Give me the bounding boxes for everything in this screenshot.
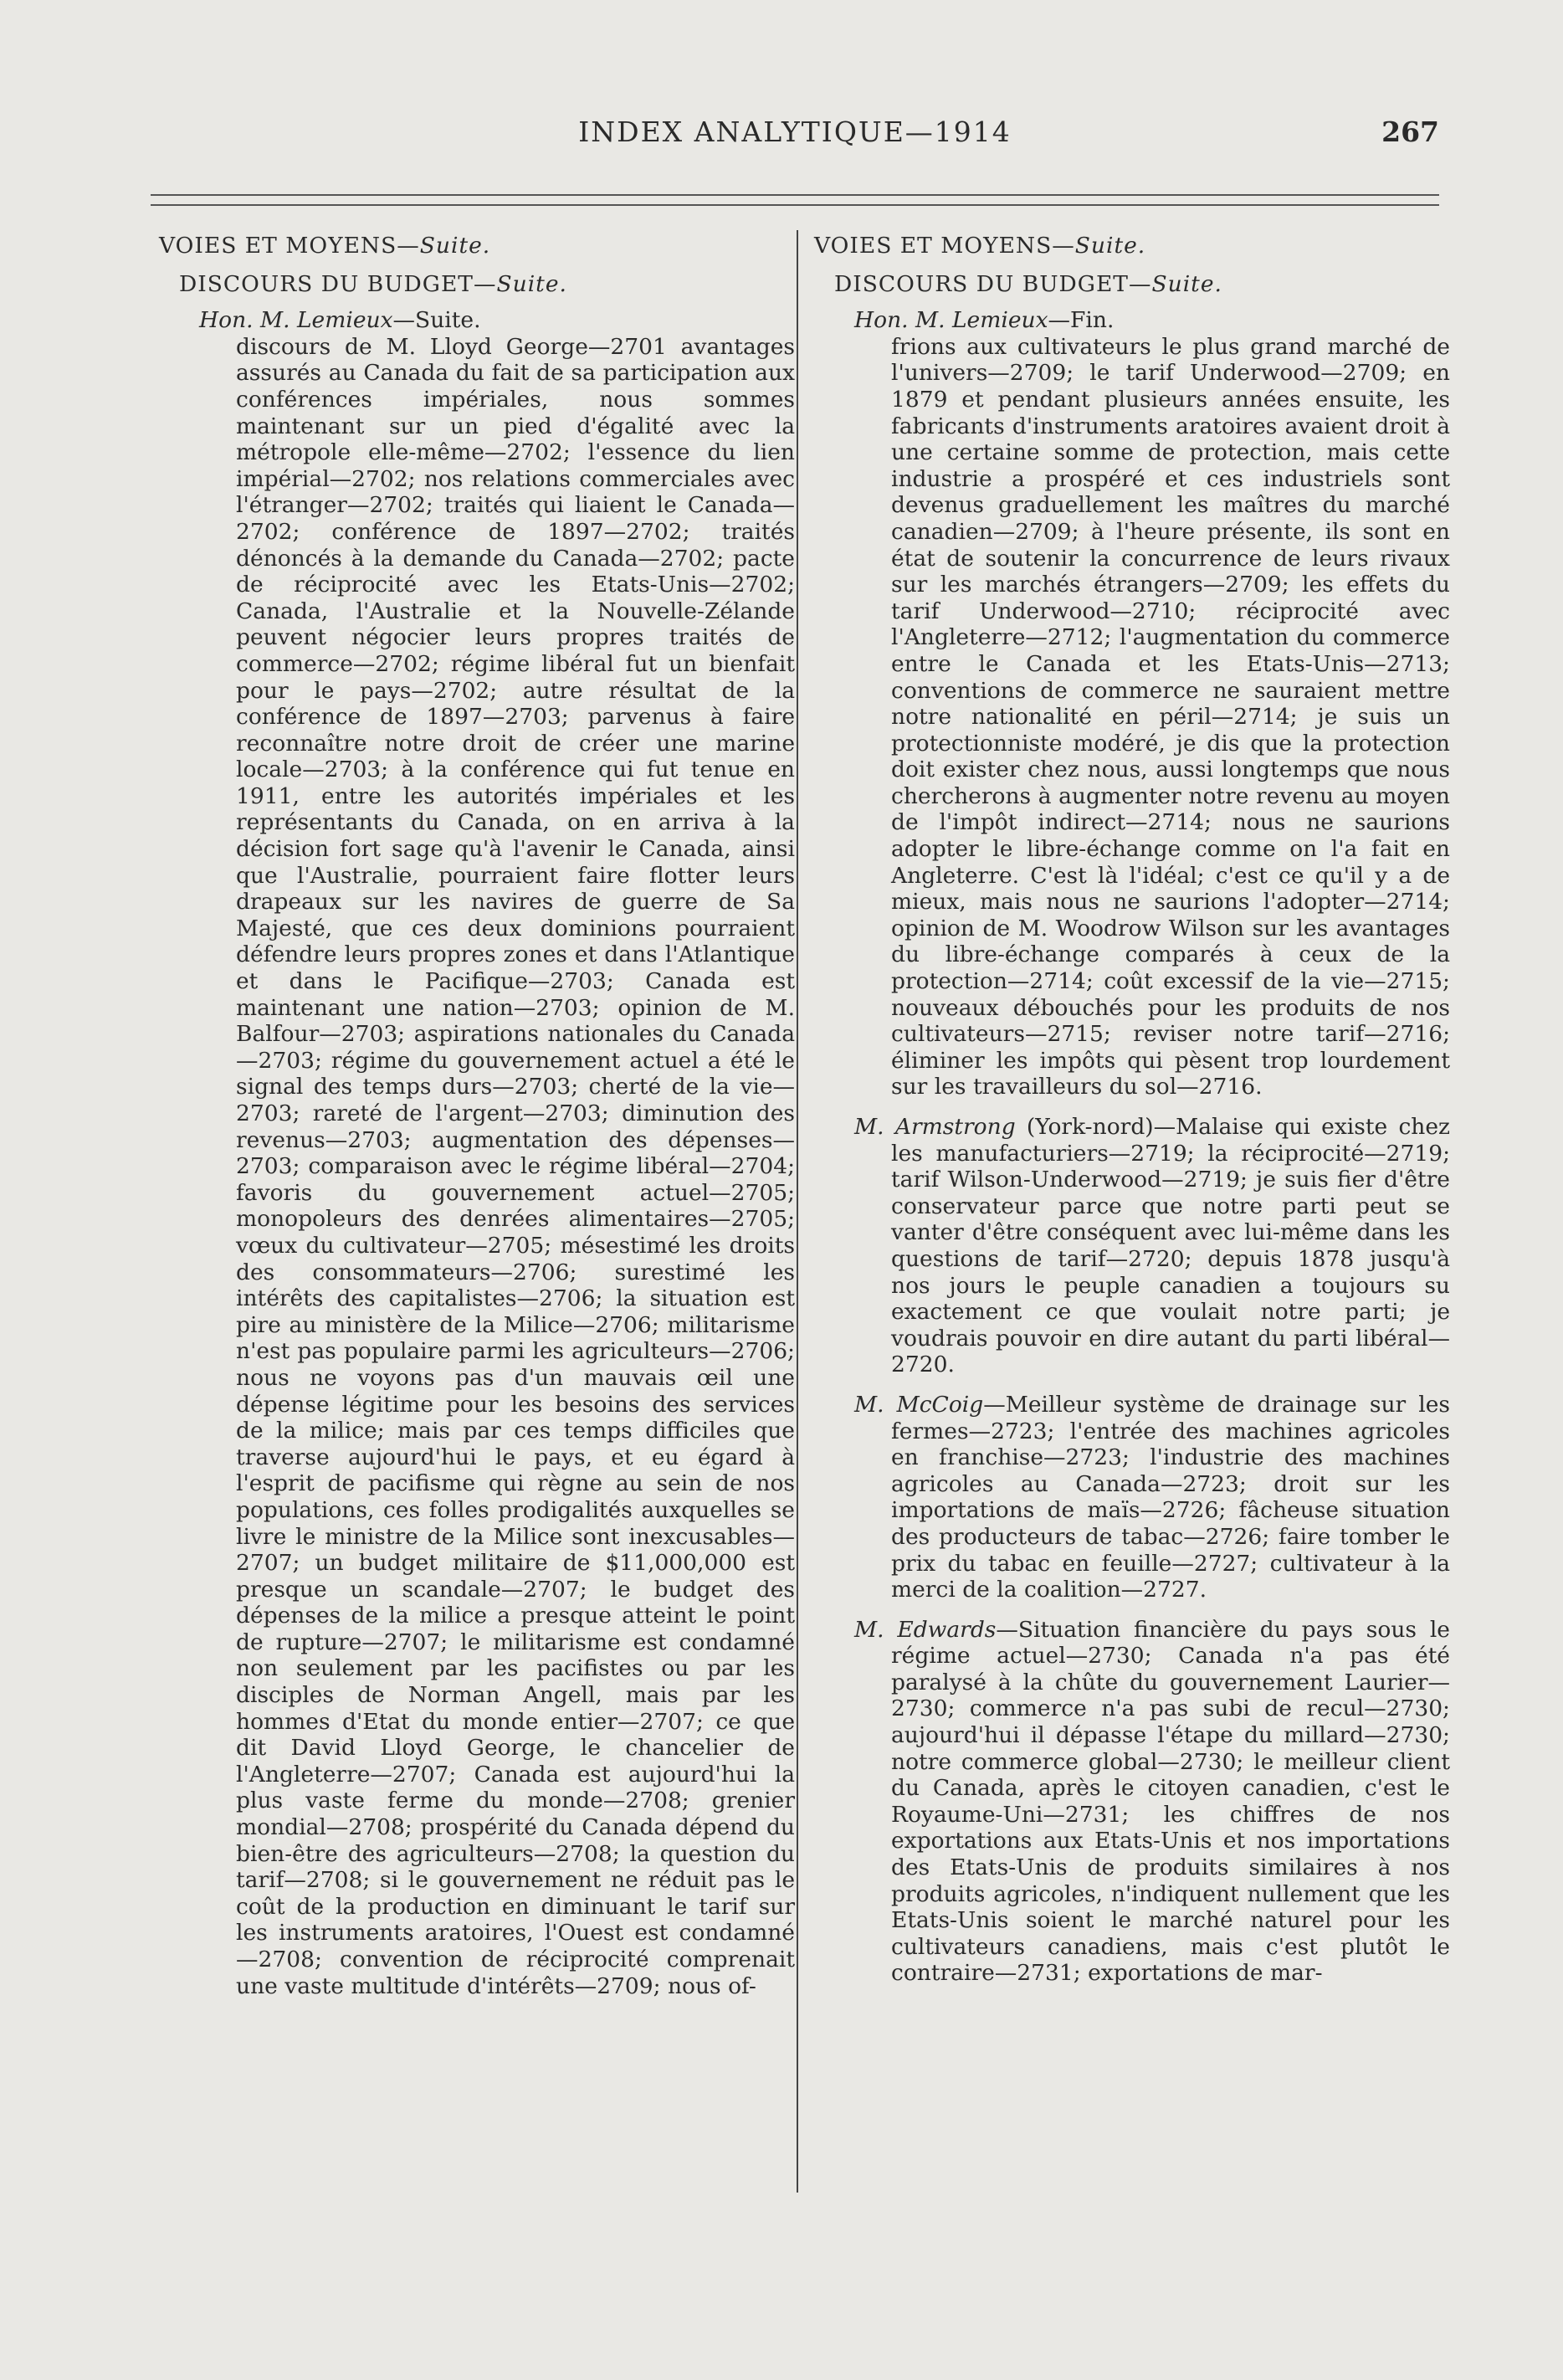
speaker-heading [199,307,795,334]
speaker-name: Hon. M. Lemieux [199,307,393,334]
subsection-heading [179,271,795,298]
subsection-title: DISCOURS DU BUDGET— [834,270,1152,297]
speaker-name: Hon. M. Lemieux [854,307,1048,334]
speaker-riding: (York-nord) [1015,1114,1154,1140]
speaker-entry-armstrong [814,1114,1450,1378]
index-entry [854,1616,1450,1987]
header-rule-bottom [151,204,1439,206]
index-entry [854,1391,1450,1603]
subsection-suite: Suite. [496,270,567,297]
right-column [814,233,1450,2000]
section-title: VOIES ET MOYENS— [814,233,1075,259]
index-entry-text: frions aux cultivateurs le plus grand marché de l'univers—2709; le tarif Underwood—2709; en 1879 et pendant plusieurs années ensuite, les fabricants d'instruments aratoires avaient droit à une certaine somme de protection, mais cette industrie a prospéré et ces industriels sont devenus graduellement les maîtres du marché canadien—2709; à l'heure présente, ils sont en état de soutenir la concurrence de leurs rivaux sur les marchés étrangers—2709; les effets du tarif Underwood—2710; réciprocité avec l'Angleterre—2712; l'augmentation du commerce entre le Canada et les Etats-Unis—2713; conventions de commerce ne sauraient mettre notre nationalité en péril—2714; je suis un protectionniste modéré, je dis que la protection doit exister chez nous, aussi longtemps que nous chercherons à augmenter notre revenu au moyen de l'impôt indirect—2714; nous ne saurions adopter le libre-échange comme on l'a fait en Angleterre. C'est là l'idéal; c'est ce qu'il y a de mieux, mais nous ne saurions l'adopter—2714; opinion de M. Woodrow Wilson sur les avantages du libre-échange comparés à ceux de la protection—2714; coût excessif de la vie—2715; nouveaux débouchés pour les produits de nos cultivateurs—2715; reviser notre tarif—2716; éliminer les impôts qui pèsent trop lourdement sur les travailleurs du sol—2716. [891,333,1450,1100]
page-title: INDEX ANALYTIQUE—1914 [578,115,1012,148]
column-divider [797,230,798,2193]
header-rule-top [151,194,1439,196]
speaker-name: M. Edwards [854,1616,997,1643]
subsection-title: DISCOURS DU BUDGET— [179,270,497,297]
subsection-suite: Suite. [1151,270,1222,297]
speaker-block [159,307,795,1999]
speaker-entry-edwards [814,1617,1450,1987]
index-entry-text: —Situation financière du pays sous le régime actuel—2730; Canada n'a pas été paralysé à la chûte du gouvernement Laurier—2730; commerce n'a pas subi de recul—2730; aujourd'hui il dépasse l'étape du millard—2730; notre commerce global—2730; le meilleur client du Canada, après le citoyen canadien, c'est le Royaume-Uni—2731; les chiffres de nos exportations aux Etats-Unis et nos importations des Etats-Unis de produits similaires à nos produits agricoles, n'indiquent nullement que les Etats-Unis soient le marché naturel pour les cultivateurs canadiens, mais c'est plutôt le contraire—2731; exportations de mar- [891,1616,1450,1987]
speaker-suffix: —Fin. [1048,307,1115,334]
speaker-name: M. Armstrong [854,1114,1016,1140]
page-number: 267 [1381,115,1439,148]
section-title: VOIES ET MOYENS— [159,233,420,259]
running-head [151,115,1439,157]
speaker-entry-mccoig [814,1392,1450,1603]
section-heading [159,233,795,259]
section-heading [814,233,1450,259]
left-column [159,233,795,2013]
index-entry-text: discours de M. Lloyd George—2701 avantages assurés au Canada du fait de sa participation aux conférences impériales, nous sommes maintenant sur un pied d'égalité avec la métropole elle-même—2702; l'essence du lien impérial—2702; nos relations commerciales avec l'étranger—2702; traités qui liaient le Canada—2702; conférence de 1897—2702; traités dénoncés à la demande du Canada—2702; pacte de réciprocité avec les Etats-Unis—2702; Canada, l'Australie et la Nouvelle-Zélande peuvent négocier leurs propres traités de commerce—2702; régime libéral fut un bienfait pour le pays—2702; autre résultat de la conférence de 1897—2703; parvenus à faire reconnaître notre droit de créer une marine locale—2703; à la conférence qui fut tenue en 1911, entre les autorités impériales et les représentants du Canada, on en arriva à la décision fort sage qu'à l'avenir le Canada, ainsi que l'Australie, pourraient faire flotter leurs drapeaux sur les navires de guerre de Sa Majesté, que ces deux dominions pourraient défendre leurs propres zones et dans l'Atlantique et dans le Pacifique—2703; Canada est maintenant une nation—2703; opinion de M. Balfour—2703; aspirations nationales du Canada—2703; régime du gouvernement actuel a été le signal des temps durs—2703; cherté de la vie—2703; rareté de l'argent—2703; diminution des revenus—2703; augmentation des dépenses—2703; comparaison avec le régime libéral—2704; favoris du gouvernement actuel—2705; monopoleurs des denrées alimentaires—2705; vœux du cultivateur—2705; mésestimé les droits des consommateurs—2706; surestimé les intérêts des capitalistes—2706; la situation est pire au ministère de la Milice—2706; militarisme n'est pas populaire parmi les agriculteurs—2706; nous ne voyons pas d'un mauvais œil une dépense légitime pour les besoins des services de la milice; mais par ces temps difficiles que traverse aujourd'hui le pays, et eu égard à l'esprit de pacifisme qui règne au sein de nos populations, ces folles prodigalités auxquelles se livre le ministre de la Milice sont inexcusables—2707; un budget militaire de $11,000,000 est presque un scandale—2707; le budget des dépenses de la milice a presque atteint le point de rupture—2707; le militarisme est condamné non seulement par les pacifistes ou par les disciples de Norman Angell, mais par les hommes d'Etat du monde entier—2707; ce que dit David Lloyd George, le chancelier de l'Angleterre—2707; Canada est aujourd'hui la plus vaste ferme du monde—2708; grenier mondial—2708; prospérité du Canada dépend du bien-être des agriculteurs—2708; la question du tarif—2708; si le gouvernement ne réduit pas le coût de la production en diminuant le tarif sur les instruments aratoires, l'Ouest est condamné—2708; convention de réciprocité comprenait une vaste multitude d'intérêts—2709; nous of- [236,333,795,1999]
speaker-block [814,307,1450,1100]
index-entry [854,1114,1450,1378]
section-suite: Suite. [1074,233,1146,259]
index-entry-text: —Meilleur système de drainage sur les fermes—2723; l'entrée des machines agricoles en franchise—2723; l'industrie des machines agricoles au Canada—2723; droit sur les importations de maïs—2726; fâcheuse situation des producteurs de tabac—2726; faire tomber le prix du tabac en feuille—2727; cultivateur à la merci de la coalition—2727. [891,1391,1450,1603]
speaker-heading [854,307,1450,334]
speaker-suffix: —Suite. [392,307,481,334]
speaker-name: M. McCoig [854,1391,984,1418]
index-entry-text: —Malaise qui existe chez les manufacturiers—2719; la réciprocité—2719; tarif Wilson-Underwood—2719; je suis fier d'être conservateur parce que notre parti peut se vanter d'être conséquent avec lui-même dans les questions de tarif—2720; depuis 1878 jusqu'à nos jours le peuple canadien a toujours su exactement ce que voulait notre parti; je voudrais pouvoir en dire autant du parti libéral—2720. [891,1114,1450,1378]
subsection-heading [834,271,1450,298]
section-suite: Suite. [419,233,491,259]
